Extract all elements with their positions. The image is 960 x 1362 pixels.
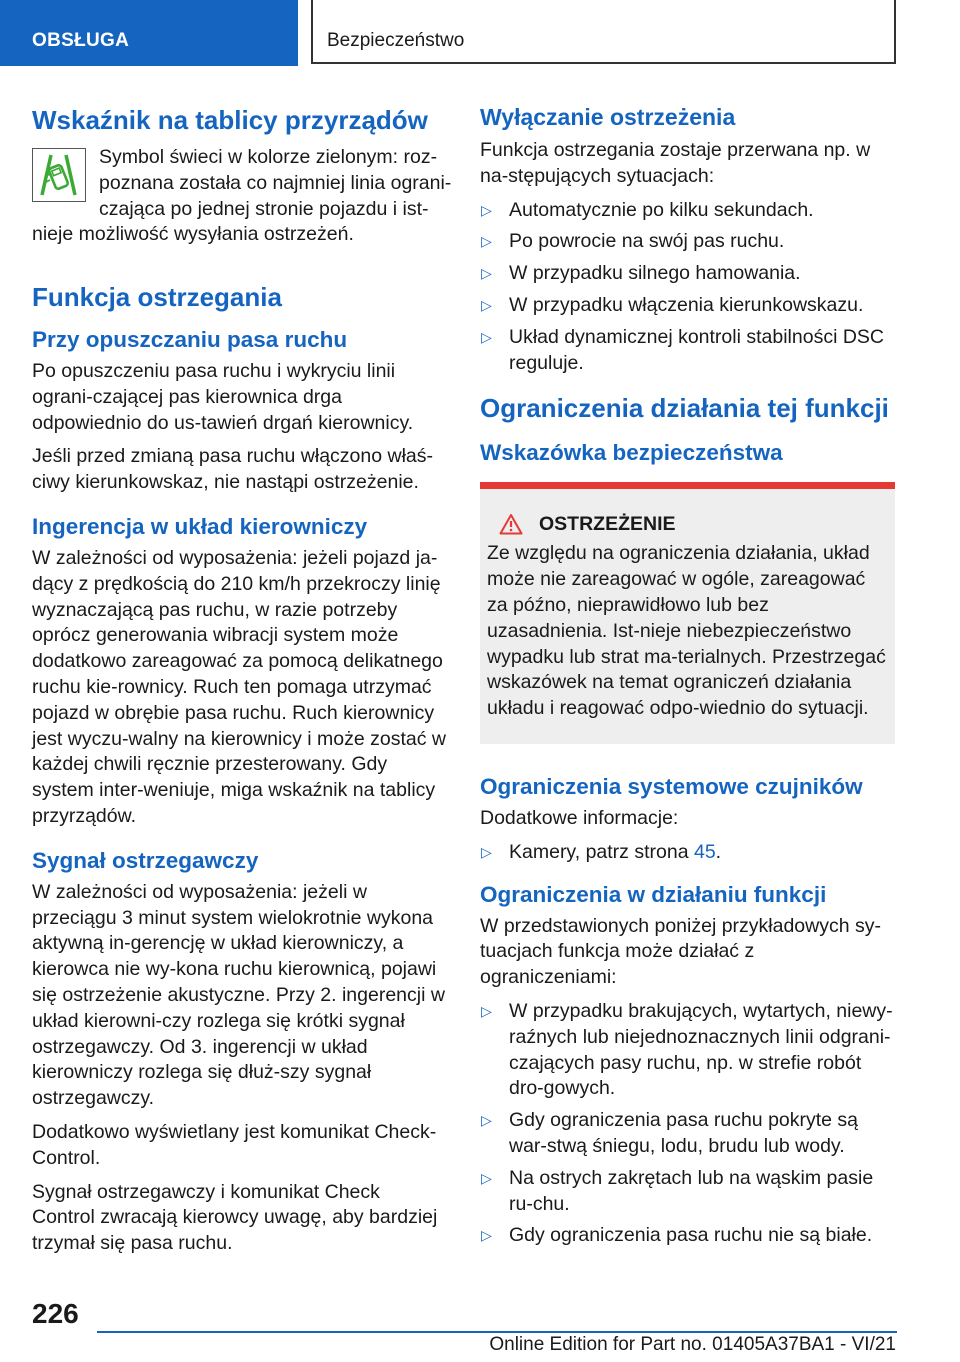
sensor-limits-list: [480, 840, 895, 866]
bullet-triangle-icon: ▷: [481, 265, 492, 282]
warning-heading: [487, 511, 887, 537]
warning-function-title: Funkcja ostrzegania: [32, 282, 282, 312]
bullet-triangle-icon: ▷: [481, 296, 492, 313]
steering-intervention-title: Ingerencja w układ kierowniczy: [32, 513, 368, 539]
warning-signal-text: W zależności od wyposażenia: jeżeli w przeciągu 3 minut system wielokrotnie wykona aktywną in-gerencję w układ kierowniczy, a kierowca nie wy-kona ruchu kierownicą, pojawi się ostrzeżenie akustyczne. Przy 2. ingerencji w układ kierowni-czy rozlega się krótki sygnał ostrzegawczy. Od 3. ingerencji w układ kierowniczy rozlega się dłuż-szy sygnał ostrzegawczy.: [32, 880, 445, 1110]
list-item: ▷ Na ostrych zakrętach lub na wąskim pasie ru-chu.: [481, 1166, 874, 1215]
bullet-triangle-icon: ▷: [481, 843, 492, 860]
indicator-line: czająca po jednej stronie pojazdu i ist-: [99, 197, 429, 220]
left-column: [32, 100, 452, 1265]
safety-note-title: Wskazówka bezpieczeństwa: [480, 440, 783, 466]
section-tab[interactable]: Bezpieczeństwo: [311, 0, 896, 64]
indicator-title: Wskaźnik na tablicy przyrządów: [32, 105, 428, 135]
operation-limits-title: Ograniczenia w działaniu funkcji: [480, 881, 827, 907]
indicator-section: [32, 100, 452, 265]
bullet-triangle-icon: ▷: [481, 233, 492, 250]
warning-triangle-icon: [499, 513, 523, 535]
list-item: ▷ Układ dynamicznej kontroli stabilności DSC reguluje.: [481, 325, 884, 374]
list-item: ▷ Gdy ograniczenia pasa ruchu pokryte są war-stwą śniegu, lodu, brudu lub wody.: [481, 1109, 859, 1157]
steering-intervention-text: W zależności od wyposażenia: jeżeli pojazd ja-dący z prędkością do 210 km/h przekroczy linię wyznaczającą pas ruchu, w razie potrzeby oprócz generowania wibracji system może dodatkowo zareagować za pomocą delikatnego ruchu kie-rownicy. Ruch ten pomaga utrzymać pojazd w obrębie pasa ruchu. Ruch kierownicy jest wyczu-walny na kierownicy i może zostać w każdej chwili ręcznie przesterowany. Gdy system inter-weniuje, miga wskaźnik na tablicy przyrządów.: [32, 546, 446, 827]
sensor-limits-title: Ograniczenia systemowe czujników: [480, 773, 863, 799]
warning-signal-text-2: Dodatkowo wyświetlany jest komunikat Check-Control.: [32, 1120, 437, 1169]
leaving-lane-text: Po opuszczeniu pasa ruchu i wykryciu linii ograni-czającej pas kierownica drga odpowiednio do us-tawień drgań kierownicy.: [32, 360, 414, 434]
bullet-triangle-icon: ▷: [481, 1112, 492, 1129]
operation-limits-intro: W przedstawionych poniżej przykładowych sy-tuacjach funkcja może działać z ograniczeniami:: [480, 914, 881, 989]
indicator-line: poznana została co najmniej linia ograni-: [99, 171, 452, 194]
bullet-triangle-icon: ▷: [481, 1002, 492, 1019]
indicator-description: [32, 145, 452, 248]
list-item: ▷ Kamery, patrz strona 45.: [480, 840, 895, 866]
bullet-triangle-icon: ▷: [481, 328, 492, 345]
leaving-lane-title: Przy opuszczaniu pasa ruchu: [32, 327, 348, 352]
list-item: ▷ W przypadku włączenia kierunkowskazu.: [480, 293, 895, 319]
list-item: ▷ Gdy ograniczenia pasa ruchu nie są białe.: [480, 1223, 895, 1249]
list-item: ▷ Po powrocie na swój pas ruchu.: [480, 229, 895, 255]
warning-signal-title: Sygnał ostrzegawczy: [32, 847, 259, 873]
warning-text: Ze względu na ograniczenia działania, układ może nie zareagować w ogóle, zareagować za późno, nieprawidłowo lub bez uzasadnienia. Ist-nieje niebezpieczeństwo wypadku lub strat ma-terialnych. Przestrzegać wskazówek na temat ograniczeń działania układu i reagować odpo-wiednio do sytuacji.: [487, 542, 886, 720]
disable-warning-title: Wyłączanie ostrzeżenia: [480, 104, 736, 130]
operation-limits-list: [480, 999, 895, 1249]
indicator-line: nieje możliwość wysyłania ostrzeżeń.: [32, 223, 354, 246]
edition-footer: Online Edition for Part no. 01405A37BA1 - VI/21: [489, 1334, 896, 1355]
indicator-line: Symbol świeci w kolorze zielonym: roz-: [99, 146, 438, 168]
chapter-tab[interactable]: OBSŁUGA: [0, 0, 298, 66]
leaving-lane-text-2: Jeśli przed zmianą pasa ruchu włączono właś-ciwy kierunkowskaz, nie nastąpi ostrzeżenie.: [32, 445, 434, 494]
function-limits-title: Ograniczenia działania tej funkcji: [480, 393, 889, 424]
sensor-limits-intro: Dodatkowe informacje:: [480, 806, 679, 829]
bullet-triangle-icon: ▷: [481, 1227, 492, 1244]
bullet-triangle-icon: ▷: [481, 201, 492, 218]
warning-signal-text-3: Sygnał ostrzegawczy i komunikat Check Control zwracają kierowcy uwagę, aby bardziej trzymał się pasa ruchu.: [32, 1180, 438, 1255]
list-item: ▷ W przypadku brakujących, wytartych, niewy-raźnych lub niejednoznacznych linii odgrani-czających pasy ruchu, np. w strefie robót dro-gowych.: [481, 999, 893, 1100]
bullet-triangle-icon: ▷: [481, 1169, 492, 1186]
warning-label: OSTRZEŻENIE: [539, 513, 676, 536]
page-reference-link[interactable]: 45: [693, 840, 716, 863]
page-header: [0, 0, 960, 66]
list-item: ▷ W przypadku silnego hamowania.: [480, 261, 895, 287]
list-item: ▷ Automatycznie po kilku sekundach.: [480, 198, 895, 224]
disable-warning-intro: Funkcja ostrzegania zostaje przerwana np. w na-stępujących sytuacjach:: [480, 139, 871, 187]
right-column: [480, 100, 895, 1257]
footer-divider: [97, 1331, 897, 1333]
warning-box: [480, 482, 895, 744]
disable-warning-list: [480, 198, 895, 377]
page-number: 226: [32, 1298, 79, 1329]
